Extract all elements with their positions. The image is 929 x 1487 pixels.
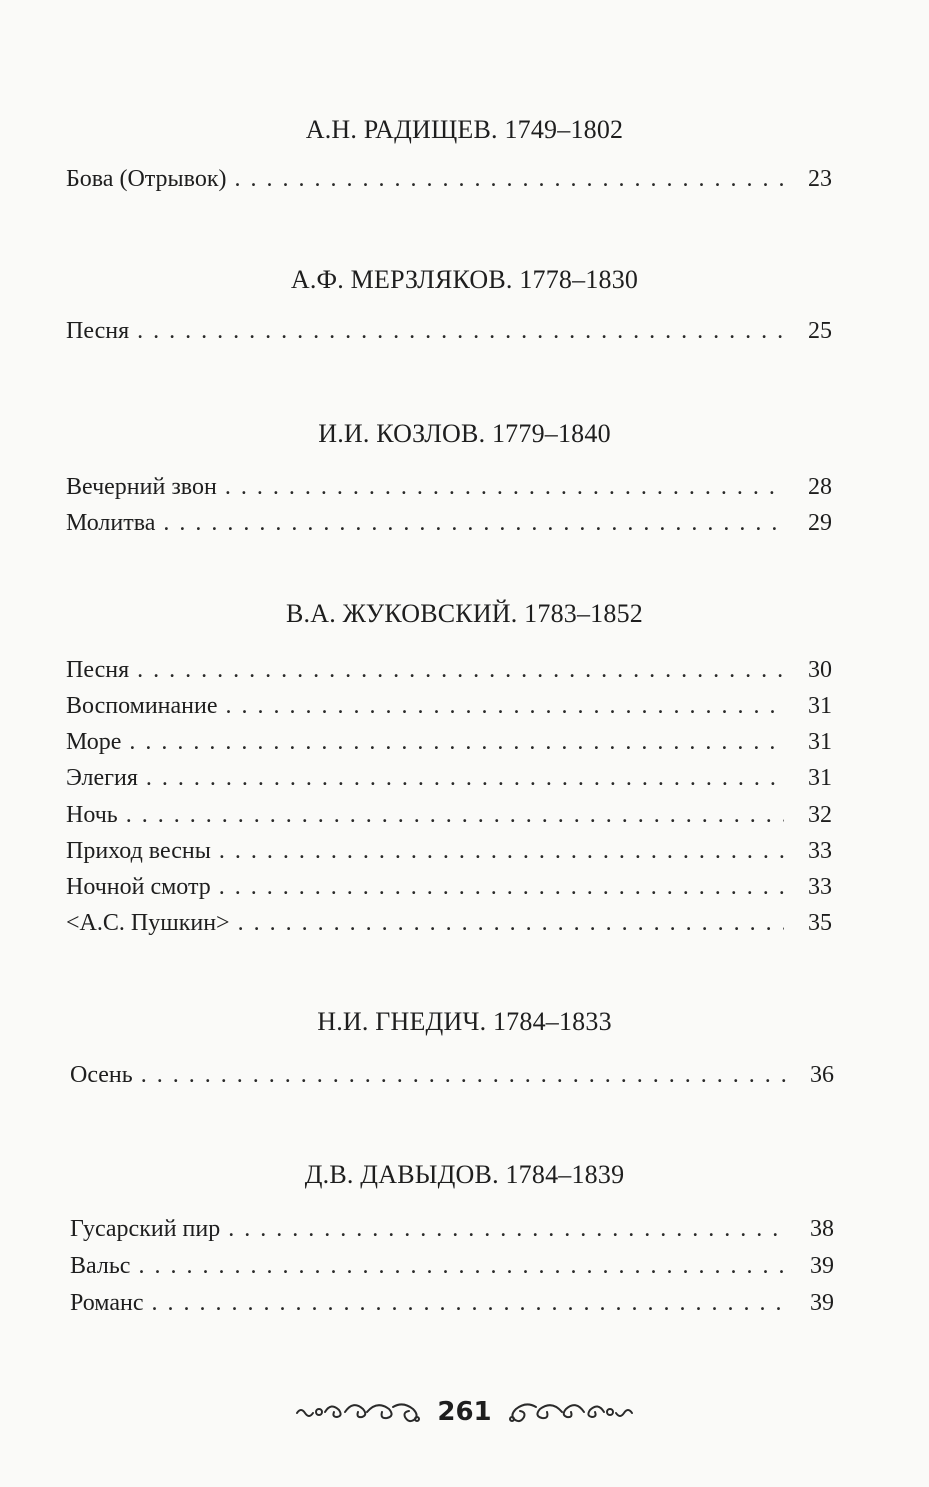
entry-title: Романс: [70, 1290, 144, 1316]
entry-page-number: 23: [808, 166, 832, 192]
ornament-left-icon: [293, 1399, 423, 1425]
toc-entry[interactable]: [70, 1250, 834, 1282]
dot-leader: [238, 907, 784, 939]
entry-title: Море: [66, 729, 122, 755]
dot-leader: [137, 315, 784, 347]
ornament-right-icon: [506, 1399, 636, 1425]
toc-entry[interactable]: [66, 835, 832, 867]
entry-page-number: 35: [808, 910, 832, 936]
dot-leader: [138, 1250, 786, 1282]
entry-page-number: 39: [810, 1290, 834, 1316]
entry-title: Песня: [66, 318, 130, 344]
entry-title: Гусарский пир: [70, 1216, 221, 1242]
toc-entry[interactable]: [66, 163, 832, 195]
toc-entry[interactable]: [66, 726, 832, 758]
dot-leader: [235, 163, 785, 195]
entry-page-number: 31: [808, 729, 832, 755]
page-number: 261: [437, 1397, 492, 1427]
toc-entry[interactable]: [66, 507, 832, 539]
section-heading: А.Н. РАДИЩЕВ. 1749–1802: [305, 115, 624, 144]
entry-title: Ночной смотр: [66, 874, 211, 900]
entry-page-number: 29: [808, 510, 832, 536]
dot-leader: [225, 471, 784, 503]
page-footer: [0, 1392, 929, 1432]
toc-entry[interactable]: [66, 690, 832, 722]
entry-title: <А.С. Пушкин>: [66, 910, 230, 936]
toc-entry[interactable]: [66, 871, 832, 903]
toc-entry[interactable]: [66, 762, 832, 794]
dot-leader: [141, 1059, 786, 1091]
toc-entry[interactable]: [70, 1059, 834, 1091]
entry-title: Ночь: [66, 802, 118, 828]
toc-entry[interactable]: [70, 1287, 834, 1319]
dot-leader: [129, 726, 784, 758]
entry-title: Вальс: [70, 1253, 131, 1279]
entry-page-number: 33: [808, 838, 832, 864]
toc-entry[interactable]: [66, 907, 832, 939]
dot-leader: [151, 1287, 786, 1319]
entry-page-number: 31: [808, 765, 832, 791]
entry-page-number: 39: [810, 1253, 834, 1279]
entry-title: Молитва: [66, 510, 156, 536]
dot-leader: [219, 835, 784, 867]
dot-leader: [163, 507, 784, 539]
toc-entry[interactable]: [66, 654, 832, 686]
entry-page-number: 32: [808, 802, 832, 828]
dot-leader: [126, 799, 784, 831]
section-heading: Н.И. ГНЕДИЧ. 1784–1833: [317, 1007, 612, 1036]
entry-title: Бова (Отрывок): [66, 166, 227, 192]
entry-title: Элегия: [66, 765, 138, 791]
dot-leader: [137, 654, 784, 686]
entry-page-number: 31: [808, 693, 832, 719]
toc-entry[interactable]: [66, 315, 832, 347]
entry-page-number: 25: [808, 318, 832, 344]
section-heading: И.И. КОЗЛОВ. 1779–1840: [318, 419, 611, 448]
dot-leader: [146, 762, 784, 794]
entry-title: Осень: [70, 1062, 133, 1088]
entry-page-number: 30: [808, 657, 832, 683]
entry-page-number: 38: [810, 1216, 834, 1242]
entry-title: Вечерний звон: [66, 474, 217, 500]
entry-title: Приход весны: [66, 838, 211, 864]
entry-title: Песня: [66, 657, 130, 683]
dot-leader: [226, 690, 784, 722]
toc-entry[interactable]: [66, 471, 832, 503]
entry-page-number: 36: [810, 1062, 834, 1088]
dot-leader: [219, 871, 784, 903]
entry-title: Воспоминание: [66, 693, 218, 719]
entry-page-number: 33: [808, 874, 832, 900]
toc-entry[interactable]: [70, 1213, 834, 1245]
entry-page-number: 28: [808, 474, 832, 500]
toc-entry[interactable]: [66, 799, 832, 831]
dot-leader: [228, 1213, 786, 1245]
section-heading: В.А. ЖУКОВСКИЙ. 1783–1852: [285, 599, 643, 628]
section-heading: Д.В. ДАВЫДОВ. 1784–1839: [304, 1160, 625, 1189]
section-heading: А.Ф. МЕРЗЛЯКОВ. 1778–1830: [290, 265, 639, 294]
